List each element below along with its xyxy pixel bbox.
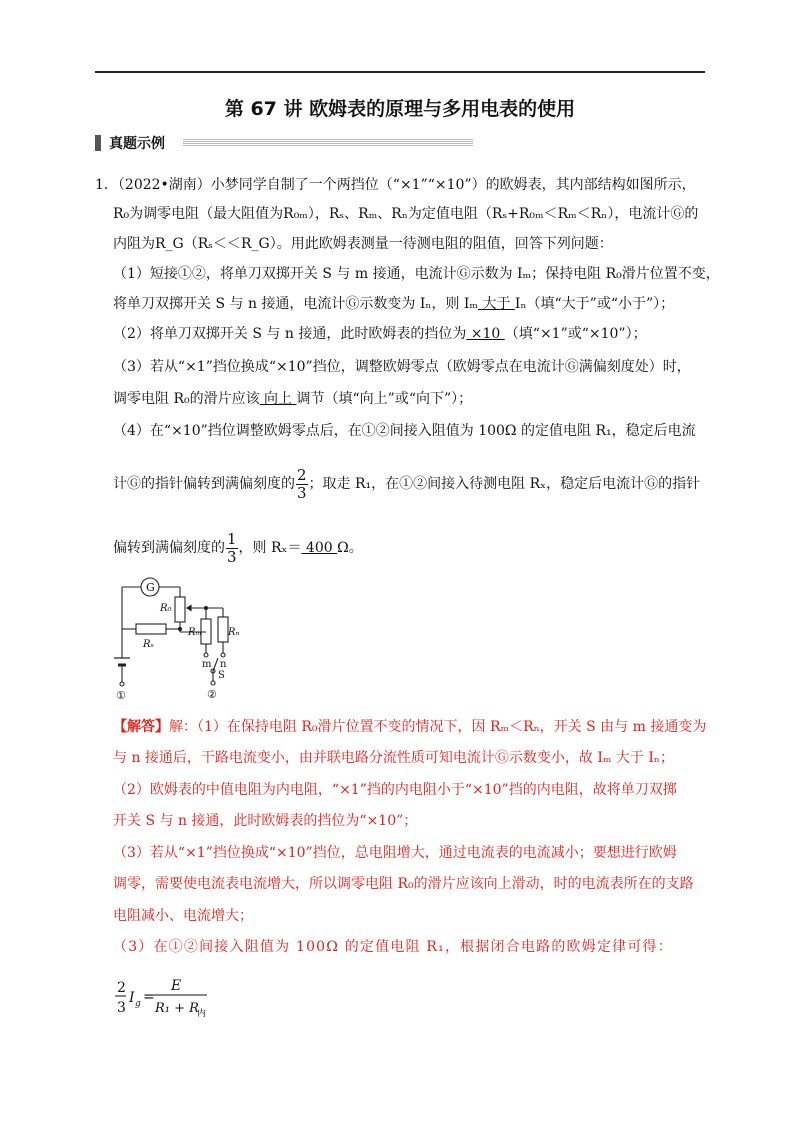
solution-line-2: 与 n 接通后，干路电流变小，由并联电路分流性质可知电流计Ⓖ示数变小，故 Iₘ 大于 Iₙ；	[113, 750, 674, 766]
question-line-10	[113, 465, 700, 503]
resistor-rs	[136, 624, 166, 634]
resistor-rn	[218, 617, 228, 642]
solution-line-3: （2）欧姆表的中值电阻为内电阻，“×1”挡的内电阻小于“×10”挡的内电阻，故将单刀双掷	[113, 782, 677, 798]
fraction-two-thirds: $\frac{2}{3}$	[297, 465, 307, 502]
question-line-6	[113, 324, 647, 344]
eq-lhs: I	[129, 990, 135, 1006]
section-marker	[95, 135, 101, 151]
section-label: 真题示例	[109, 136, 165, 152]
fraction-one-third: $\frac{1}{3}$	[227, 529, 237, 566]
question-line-4: （1）短接①②，将单刀双掷开关 S 与 m 接通，电流计Ⓖ示数为 Iₘ；保持电阻 R₀滑片位置不变，	[113, 266, 720, 282]
question-text: ；取走 R₁，在①②间接入待测电阻 Rₓ，稳定后电流计Ⓖ的指针	[308, 476, 701, 492]
section-header	[95, 133, 705, 153]
solution-line-7: 电阻减小、电流增大；	[113, 908, 253, 924]
solution-line-1	[113, 717, 706, 737]
page-title: 第 67 讲 欧姆表的原理与多用电表的使用	[224, 98, 576, 120]
junction-dot	[204, 606, 207, 609]
question-line-8	[113, 389, 472, 409]
solution-line-6: 调零，需要使电流表电流增大，所以调零电阻 R₀的滑片应该向上滑动，时的电流表所在的支路	[113, 876, 694, 892]
question-text: （填“×1”或“×10”）；	[504, 326, 647, 342]
solution-line-4: 开关 S 与 n 接通，此时欧姆表的挡位为“×10”；	[113, 813, 418, 829]
solution-line-8: （3）在①②间接入阻值为 100Ω 的定值电阻 R₁，根据闭合电路的欧姆定律可得：	[113, 939, 673, 955]
galvanometer-label: G	[146, 581, 155, 594]
rm-label: Rₘ	[188, 627, 202, 638]
switch-label: S	[218, 670, 225, 681]
solution-tag: 【解答】	[113, 719, 169, 735]
eq-equals: =	[143, 989, 155, 1005]
terminal-1-dot	[120, 682, 124, 686]
wiper-arrowhead	[187, 606, 191, 611]
resistor-r0	[175, 597, 185, 622]
answer-blank-3: 向上	[259, 391, 297, 407]
n-label: n	[220, 659, 227, 670]
question-line-9: （4）在“×10”挡位调整欧姆零点后，在①②间接入阻值为 100Ω 的定值电阻 R₁，稳定后电流	[113, 423, 696, 439]
header-rule	[95, 71, 705, 73]
eq-coef-den: 3	[117, 1000, 126, 1016]
question-text: 将单刀双掷开关 S 与 n 接通，电流计Ⓖ示数变为 Iₙ，则 Iₘ	[113, 296, 479, 312]
contact-m	[204, 653, 208, 657]
contact-n	[221, 653, 225, 657]
junction-dot	[178, 627, 181, 630]
question-text: 调零电阻 R₀的滑片应该	[113, 391, 260, 407]
r0-label: R₀	[160, 603, 172, 614]
question-text: Ω。	[337, 540, 363, 556]
answer-blank-1: 大于	[478, 296, 515, 312]
eq-denominator: R₁ + R	[155, 1001, 199, 1016]
equation	[113, 976, 233, 1026]
circuit-diagram	[110, 577, 250, 702]
eq-coef-num: 2	[117, 980, 126, 996]
question-text: ，则 Rₓ＝	[238, 540, 302, 556]
rn-label: Rₙ	[228, 627, 240, 638]
solution-text: 解：（1）在保持电阻 R₀滑片位置不变的情况下，因 Rₘ＜Rₙ，开关 S 由与 m 接通变为	[169, 719, 707, 735]
terminal-2-label: ②	[207, 688, 217, 701]
question-line-2: R₀为调零电阻（最大阻值为R₀ₘ），Rₛ、Rₘ、Rₙ为定值电阻（Rₛ+R₀ₘ＜Rₘ＜Rₙ），电流计Ⓖ的	[113, 206, 699, 222]
question-line-7: （3）若从“×1”挡位换成“×10”挡位，调整欧姆零点（欧姆零点在电流计Ⓖ满偏刻度处）时，	[113, 359, 691, 375]
eq-den-sub: 内	[197, 1009, 207, 1019]
question-text: 偏转到满偏刻度的	[113, 540, 225, 556]
question-line-5	[113, 294, 674, 314]
section-stripe	[183, 139, 473, 147]
terminal-1-label: ①	[116, 689, 126, 702]
rs-label: Rₛ	[143, 639, 154, 650]
question-line-3: 内阻为R_G（Rₛ＜＜R_G）。用此欧姆表测量一待测电阻的阻值，回答下列问题：	[113, 236, 613, 252]
question-text: （2）将单刀双掷开关 S 与 n 接通，此时欧姆表的挡位为	[113, 326, 467, 342]
answer-blank-2: ×10	[466, 326, 505, 342]
question-text: 计Ⓖ的指针偏转到满偏刻度的	[113, 476, 295, 492]
question-line-11	[113, 529, 363, 567]
question-text: 调节（填“向上”或“向下”）；	[296, 391, 473, 407]
eq-numerator: E	[171, 978, 182, 994]
answer-blank-4: 400	[301, 540, 338, 556]
eq-lhs-sub: g	[135, 999, 141, 1009]
question-text: Iₙ（填“大于”或“小于”）；	[514, 296, 675, 312]
terminal-2-dot	[211, 681, 215, 685]
solution-line-5: （3）若从“×1”挡位换成“×10”挡位，总电阻增大，通过电流表的电流减小；要想进行欧姆	[113, 845, 677, 861]
m-label: m	[202, 659, 212, 670]
question-line-1: 1．（2022•湖南）小梦同学自制了一个两挡位（“×1”“×10”）的欧姆表，其内部结构如图所示，	[95, 177, 696, 193]
